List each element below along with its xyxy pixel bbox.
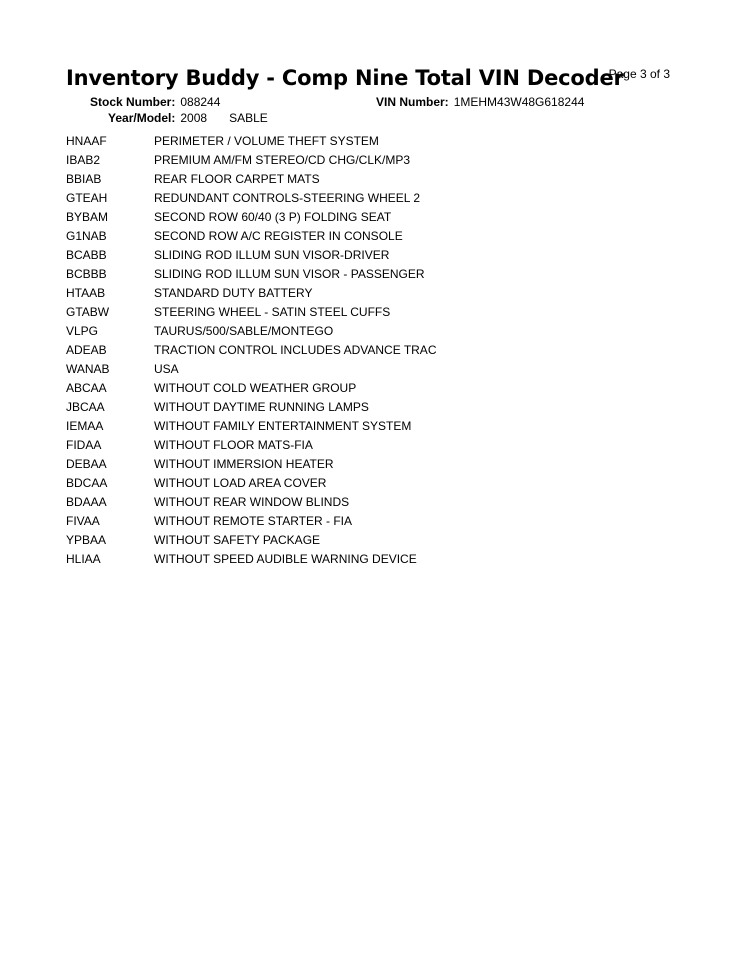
- option-row: [66, 493, 686, 512]
- option-row: [66, 322, 686, 341]
- option-row: [66, 189, 686, 208]
- option-row: [66, 512, 686, 531]
- option-row: [66, 227, 686, 246]
- option-description: WITHOUT LOAD AREA COVER: [154, 476, 327, 490]
- option-description: WITHOUT SAFETY PACKAGE: [154, 533, 321, 547]
- option-description: USA: [154, 362, 179, 376]
- stock-number-label: Stock Number:: [90, 95, 176, 109]
- option-code: HTAAB: [66, 286, 106, 300]
- option-code: BDAAA: [66, 495, 107, 509]
- option-description: SECOND ROW A/C REGISTER IN CONSOLE: [154, 229, 403, 243]
- option-description: WITHOUT COLD WEATHER GROUP: [154, 381, 357, 395]
- option-description: PREMIUM AM/FM STEREO/CD CHG/CLK/MP3: [154, 153, 411, 167]
- option-code: VLPG: [66, 324, 99, 338]
- option-description: REAR FLOOR CARPET MATS: [154, 172, 320, 186]
- option-description: WITHOUT FLOOR MATS-FIA: [154, 438, 313, 452]
- option-code: IEMAA: [66, 419, 104, 433]
- option-code: BCABB: [66, 248, 107, 262]
- option-description: TRACTION CONTROL INCLUDES ADVANCE TRAC: [154, 343, 437, 357]
- year-model: [108, 111, 268, 125]
- option-description: REDUNDANT CONTROLS-STEERING WHEEL 2: [154, 191, 421, 205]
- option-code: WANAB: [66, 362, 110, 376]
- option-code: DEBAA: [66, 457, 107, 471]
- option-description: STANDARD DUTY BATTERY: [154, 286, 313, 300]
- stock-number-value: 088244: [180, 95, 221, 109]
- option-code: HNAAF: [66, 134, 107, 148]
- option-row: [66, 208, 686, 227]
- option-code: ABCAA: [66, 381, 107, 395]
- option-row: [66, 398, 686, 417]
- option-description: WITHOUT IMMERSION HEATER: [154, 457, 334, 471]
- option-code: JBCAA: [66, 400, 105, 414]
- year-value: 2008: [180, 111, 208, 125]
- option-code: BBIAB: [66, 172, 102, 186]
- option-description: WITHOUT REMOTE STARTER - FIA: [154, 514, 352, 528]
- option-description: STEERING WHEEL - SATIN STEEL CUFFS: [154, 305, 391, 319]
- option-code: FIDAA: [66, 438, 102, 452]
- option-row: [66, 341, 686, 360]
- model-value: SABLE: [229, 111, 268, 125]
- option-code: HLIAA: [66, 552, 101, 566]
- option-description: SLIDING ROD ILLUM SUN VISOR - PASSENGER: [154, 267, 425, 281]
- option-row: [66, 284, 686, 303]
- option-row: [66, 474, 686, 493]
- option-code: FIVAA: [66, 514, 100, 528]
- option-row: [66, 417, 686, 436]
- option-code-list: [66, 132, 686, 569]
- option-row: [66, 303, 686, 322]
- option-row: [66, 550, 686, 569]
- option-description: WITHOUT FAMILY ENTERTAINMENT SYSTEM: [154, 419, 412, 433]
- option-code: YPBAA: [66, 533, 107, 547]
- option-row: [66, 436, 686, 455]
- option-code: IBAB2: [66, 153, 101, 167]
- option-description: WITHOUT REAR WINDOW BLINDS: [154, 495, 350, 509]
- document-title: Inventory Buddy - Comp Nine Total VIN Decoder: [66, 66, 624, 90]
- vin-number: [376, 95, 584, 109]
- vin-number-value: 1MEHM43W48G618244: [453, 95, 585, 109]
- page-number: Page 3 of 3: [608, 67, 670, 81]
- option-code: G1NAB: [66, 229, 107, 243]
- option-description: WITHOUT DAYTIME RUNNING LAMPS: [154, 400, 369, 414]
- option-row: [66, 531, 686, 550]
- option-code: BYBAM: [66, 210, 109, 224]
- option-row: [66, 170, 686, 189]
- option-code: GTEAH: [66, 191, 108, 205]
- option-description: TAURUS/500/SABLE/MONTEGO: [154, 324, 334, 338]
- vin-number-label: VIN Number:: [376, 95, 449, 109]
- option-code: BDCAA: [66, 476, 108, 490]
- option-row: [66, 379, 686, 398]
- option-description: SECOND ROW 60/40 (3 P) FOLDING SEAT: [154, 210, 392, 224]
- year-model-label: Year/Model:: [108, 111, 176, 125]
- option-row: [66, 246, 686, 265]
- option-row: [66, 151, 686, 170]
- option-code: BCBBB: [66, 267, 107, 281]
- option-code: GTABW: [66, 305, 110, 319]
- option-row: [66, 360, 686, 379]
- option-description: PERIMETER / VOLUME THEFT SYSTEM: [154, 134, 379, 148]
- option-row: [66, 132, 686, 151]
- option-description: SLIDING ROD ILLUM SUN VISOR-DRIVER: [154, 248, 390, 262]
- option-row: [66, 265, 686, 284]
- stock-number: [90, 95, 220, 109]
- option-code: ADEAB: [66, 343, 107, 357]
- option-row: [66, 455, 686, 474]
- option-description: WITHOUT SPEED AUDIBLE WARNING DEVICE: [154, 552, 417, 566]
